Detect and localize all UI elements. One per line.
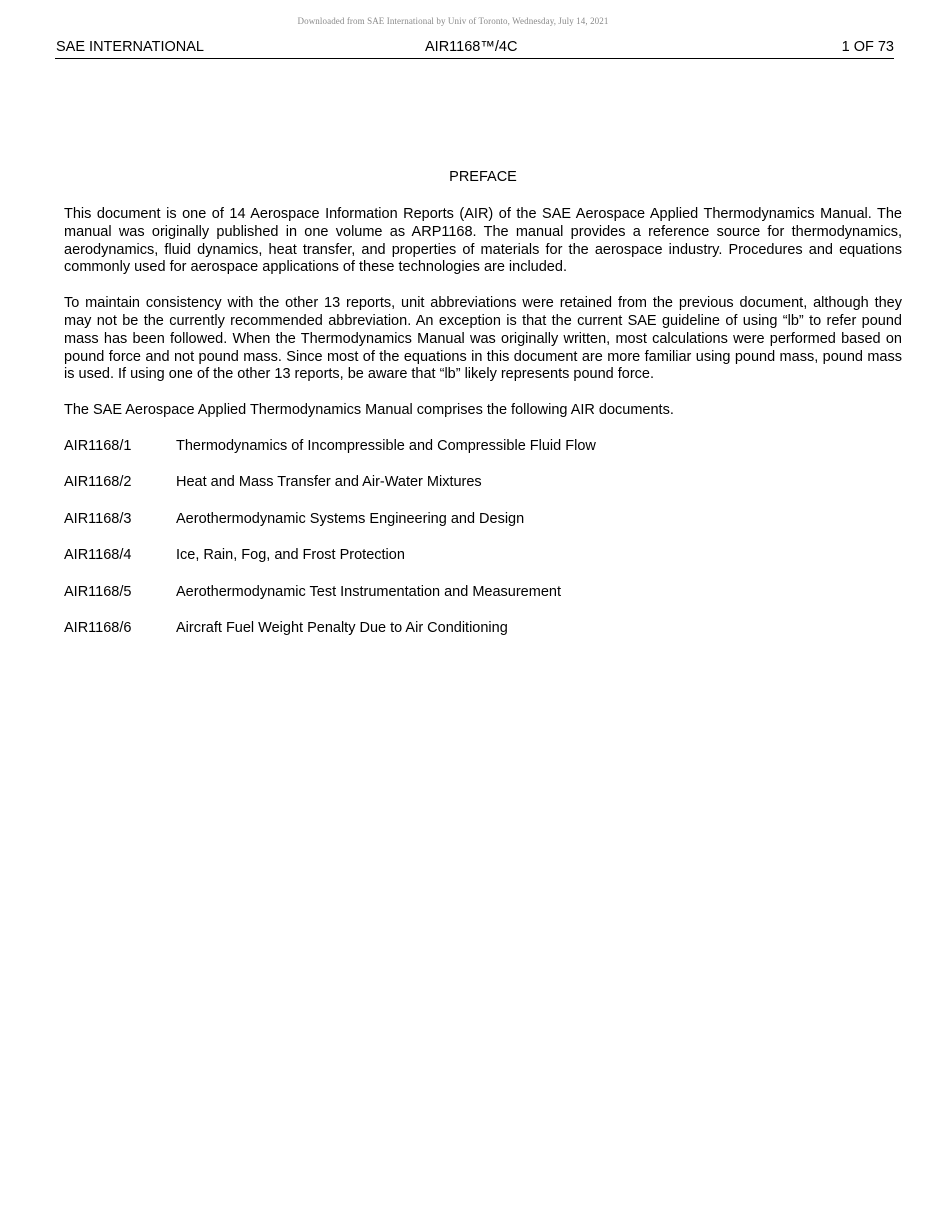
document-id: AIR1168/3 (64, 510, 132, 527)
list-item (64, 584, 902, 602)
document-title: Aerothermodynamic Test Instrumentation and Measurement (176, 583, 561, 600)
paragraph-list-intro: The SAE Aerospace Applied Thermodynamics Manual comprises the following AIR documents. (64, 402, 674, 419)
document-title: Heat and Mass Transfer and Air-Water Mixtures (176, 474, 482, 491)
section-title: PREFACE (449, 169, 517, 185)
list-item (64, 438, 902, 456)
document-title: Aerothermodynamic Systems Engineering and Design (176, 510, 525, 527)
document-title: Ice, Rain, Fog, and Frost Protection (176, 547, 405, 564)
page-header (55, 38, 894, 59)
document-list (64, 438, 902, 638)
download-watermark: Downloaded from SAE International by Univ of Toronto, Wednesday, July 14, 2021 (297, 16, 609, 26)
document-title: Thermodynamics of Incompressible and Compressible Fluid Flow (176, 437, 596, 454)
document-title: Aircraft Fuel Weight Penalty Due to Air Conditioning (176, 619, 508, 636)
document-id: AIR1168/2 (64, 474, 132, 491)
document-id: AIR1168/1 (64, 437, 132, 454)
paragraph-units: To maintain consistency with the other 13 reports, unit abbreviations were retained from the previous document, although they may not be the currently recommended abbreviation. An exception is that the current SAE guideline of using “lb” to refer pound mass has been followed. When the Thermodynamics Manual was originally written, most calculations were performed based on pound force and not pound mass. Since most of the equations in this document are more familiar using pound mass, pound mass is used. If using one of the other 13 reports, be aware that “lb” likely represents pound force. (64, 295, 902, 383)
header-publisher: SAE INTERNATIONAL (56, 39, 204, 55)
list-item (64, 511, 902, 529)
list-item (64, 620, 902, 638)
paragraph-intro: This document is one of 14 Aerospace Information Reports (AIR) of the SAE Aerospace Applied Thermodynamics Manual. The manual was originally published in one volume as ARP1168. The manual provides a reference source for thermodynamics, aerodynamics, fluid dynamics, heat transfer, and properties of materials for the aerospace industry. Procedures and equations commonly used for aerospace applications of these technologies are included. (64, 206, 902, 276)
document-id: AIR1168/5 (64, 583, 132, 600)
document-id: AIR1168/6 (64, 619, 132, 636)
header-page-number: 1 OF 73 (841, 39, 894, 55)
document-id: AIR1168/4 (64, 547, 132, 564)
body-content (64, 206, 902, 656)
list-item (64, 547, 902, 565)
header-document-number: AIR1168™/4C (425, 39, 518, 55)
list-item (64, 474, 902, 492)
